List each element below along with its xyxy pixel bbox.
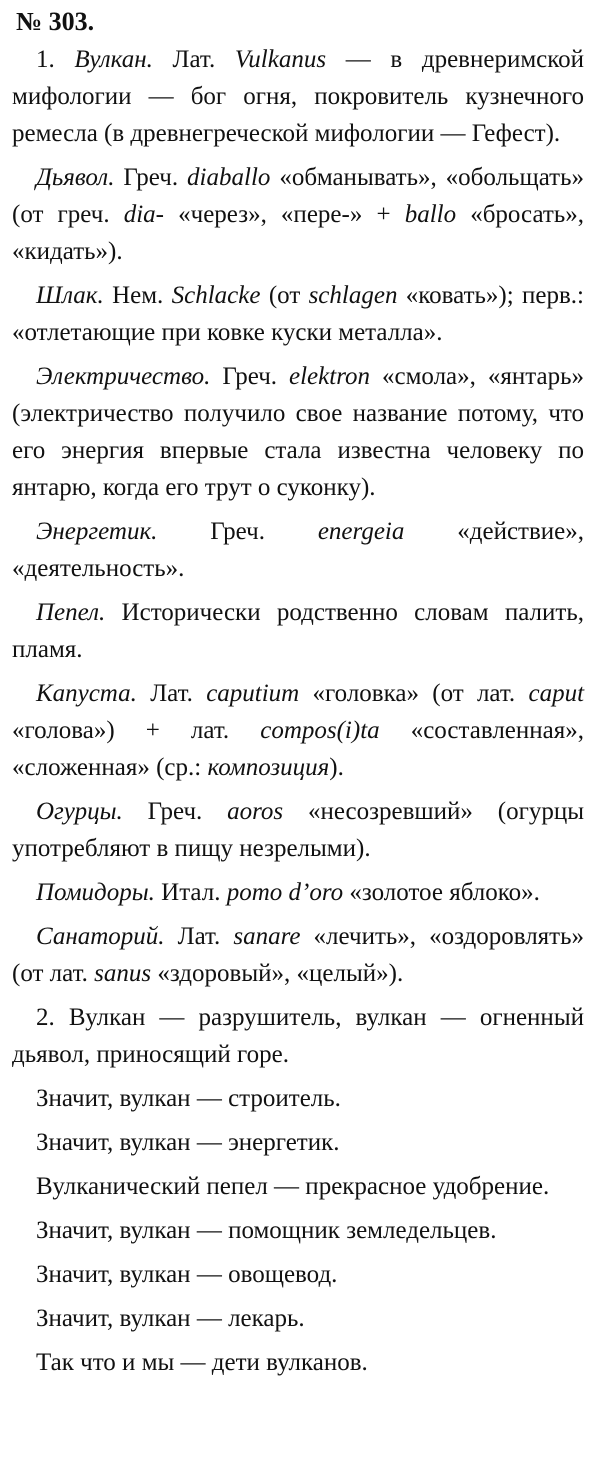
italic-term: Schlacke	[171, 282, 261, 309]
italic-term: Vulkanus	[234, 46, 327, 73]
italic-term: sanus	[94, 960, 152, 987]
italic-term: Шлак.	[36, 282, 104, 309]
conclusion-line: Значит, вулкан — энергетик.	[36, 1129, 340, 1156]
etymology-paragraph	[12, 675, 584, 786]
etymology-paragraph	[12, 918, 584, 992]
italic-term: Помидоры.	[36, 879, 155, 906]
italic-term: dia-	[123, 201, 164, 228]
italic-term: Энергетик.	[36, 518, 158, 545]
italic-term: Огурцы.	[36, 798, 123, 825]
etymology-paragraph	[12, 277, 584, 351]
etymology-paragraph	[12, 513, 584, 587]
text-run: «здоровый», «целый»).	[151, 960, 404, 987]
italic-term: ballo	[404, 201, 457, 228]
italic-term: compos(i)ta	[260, 717, 380, 744]
italic-term: Дьявол.	[36, 164, 115, 191]
text-run: «несозревший» (огурцы употребляют в пищу незрелыми).	[12, 798, 584, 862]
conclusion-line: Значит, вулкан — помощник земледельцев.	[36, 1217, 497, 1244]
italic-term: caputium	[206, 680, 300, 707]
text-run: «действие», «деятельность».	[12, 518, 584, 582]
etymology-paragraph	[12, 41, 584, 152]
text-run: Греч.	[114, 164, 188, 191]
text-run: Лат.	[164, 923, 234, 950]
text-run: 1.	[36, 46, 75, 73]
etymology-paragraph	[12, 594, 584, 668]
etymology-paragraph	[12, 159, 584, 270]
text-run: Итал.	[154, 879, 227, 906]
italic-term: Пепел.	[36, 599, 106, 626]
text-run: — в древнеримской мифологии — бог огня, покровитель кузнечного ремесла (в древнегреческой мифологии — Гефест).	[12, 46, 584, 147]
text-run: «лечить», «оздоровлять» (от лат.	[12, 923, 584, 987]
italic-term: Электричество.	[36, 363, 211, 390]
text-run: Греч.	[122, 798, 228, 825]
italic-term: pomo d’oro	[226, 879, 344, 906]
exercise-number: № 303.	[16, 7, 95, 36]
conclusion-section	[12, 999, 584, 1381]
italic-term: diaballo	[187, 164, 271, 191]
conclusion-line: Так что и мы — дети вулканов.	[36, 1349, 368, 1376]
text-run: «ковать»); перв.: «отлетающие при ковке куски металла».	[12, 282, 584, 346]
text-run: «обманывать», «обольщать» (от греч.	[12, 164, 584, 228]
italic-term: Капуста.	[36, 680, 137, 707]
conclusion-line: Значит, вулкан — овощевод.	[36, 1261, 338, 1288]
text-run: «составленная», «сложенная» (ср.:	[12, 717, 585, 781]
text-run: «головка» (от лат.	[299, 680, 529, 707]
etymology-section	[12, 41, 584, 992]
text-run: Лат.	[152, 46, 235, 73]
text-run: Греч.	[157, 518, 318, 545]
etymology-paragraph	[12, 793, 584, 867]
text-run: Нем.	[103, 282, 172, 309]
text-run: Греч.	[210, 363, 290, 390]
conclusion-line: 2. Вулкан — разрушитель, вулкан — огненный дьявол, приносящий горе.	[12, 1004, 584, 1068]
text-run: ).	[329, 754, 344, 781]
italic-term: Вулкан.	[74, 46, 153, 73]
text-run: «смола», «янтарь» (электричество получило свое название потому, что его энергия впервые стала известна человеку по янтарю, когда его трут о суконку).	[12, 363, 584, 501]
text-run: «через», «пере-» +	[164, 201, 405, 228]
italic-term: aoros	[227, 798, 284, 825]
italic-term: schlagen	[308, 282, 398, 309]
text-run: (от	[260, 282, 309, 309]
conclusion-line: Вулканический пепел — прекрасное удобрение.	[36, 1173, 550, 1200]
italic-term: caput	[528, 680, 585, 707]
text-run: «голова») + лат.	[12, 717, 261, 744]
italic-term: energeia	[317, 518, 405, 545]
italic-term: композиция	[207, 754, 330, 781]
text-run: «бросать», «кидать»).	[12, 201, 584, 265]
italic-term: elektron	[289, 363, 370, 390]
etymology-paragraph	[12, 358, 584, 506]
etymology-paragraph	[12, 874, 584, 911]
conclusion-line: Значит, вулкан — лекарь.	[36, 1305, 305, 1332]
italic-term: Санаторий.	[36, 923, 165, 950]
text-run: Исторически родственно словам палить, пламя.	[12, 599, 584, 663]
conclusion-line: Значит, вулкан — строитель.	[36, 1085, 341, 1112]
text-run: Лат.	[136, 680, 207, 707]
italic-term: sanare	[233, 923, 301, 950]
text-run: «золотое яблоко».	[343, 879, 540, 906]
